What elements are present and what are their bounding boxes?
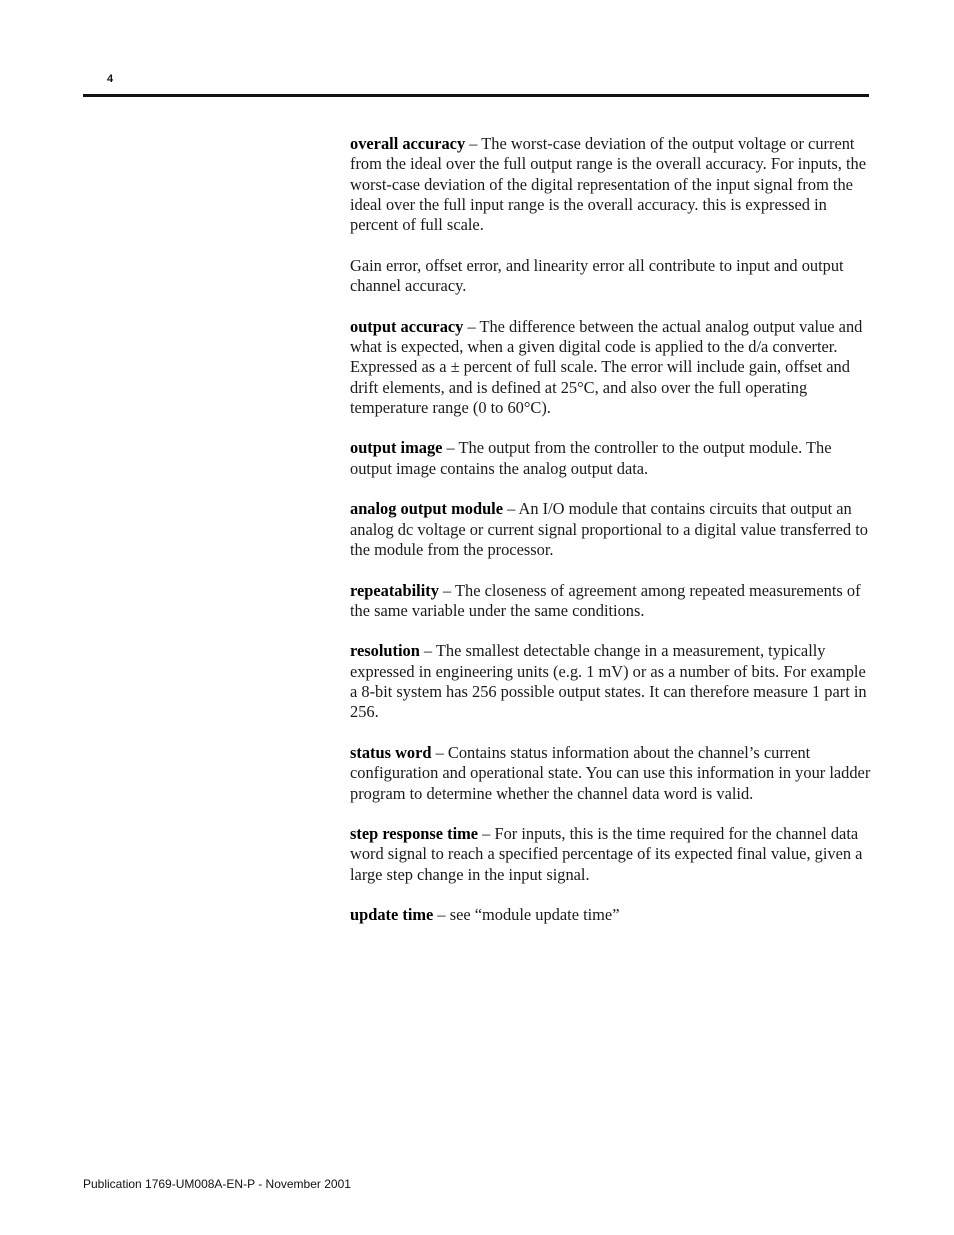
- publication-footer: Publication 1769-UM008A-EN-P - November 2001: [83, 1177, 351, 1191]
- page-number: 4: [107, 73, 114, 85]
- glossary-term: update time: [350, 905, 434, 925]
- glossary-term: repeatability: [350, 580, 439, 600]
- glossary-entry-overall-accuracy: [350, 134, 872, 235]
- glossary-definition: – The closeness of agreement among repeated measurements of the same variable under the same conditions.: [350, 580, 861, 620]
- glossary-note-accuracy: [350, 256, 872, 297]
- glossary-definition: – For inputs, this is the time required for the channel data word signal to reach a specified percentage of its expected final value, given a large step change in the input signal.: [350, 824, 863, 884]
- glossary-term: analog output module: [350, 499, 504, 519]
- glossary-entry-resolution: [350, 641, 872, 722]
- glossary-definition: – The output from the controller to the output module. The output image contains the analog output data.: [350, 438, 832, 478]
- glossary-content: [350, 134, 872, 946]
- glossary-entry-update-time: [350, 905, 872, 925]
- glossary-definition: – The smallest detectable change in a measurement, typically expressed in engineering units (e.g. 1 mV) or as a number of bits. For example a 8-bit system has 256 possible output states. It can therefore measure 1 part in 256.: [350, 641, 867, 722]
- glossary-entry-step-response-time: [350, 824, 872, 885]
- glossary-entry-status-word: [350, 743, 872, 804]
- glossary-entry-output-accuracy: [350, 317, 872, 418]
- glossary-definition: – Contains status information about the channel’s current configuration and operational state. You can use this information in your ladder program to determine whether the channel data word is valid.: [350, 742, 871, 803]
- glossary-entry-output-image: [350, 438, 872, 479]
- glossary-term: resolution: [350, 641, 420, 661]
- glossary-term: step response time: [350, 824, 479, 844]
- glossary-term: output image: [350, 438, 443, 458]
- glossary-term: overall accuracy: [350, 134, 466, 153]
- glossary-term: status word: [350, 742, 432, 762]
- glossary-definition: – The difference between the actual analog output value and what is expected, when a given digital code is applied to the d/a converter. Expressed as a ± percent of full scale. The error will include gain, offset and drift elements, and is defined at 25°C, and also over the full operating temperature range (0 to 60°C).: [350, 316, 863, 417]
- glossary-definition: – An I/O module that contains circuits that output an analog dc voltage or current signal proportional to a digital value transferred to the module from the processor.: [350, 499, 868, 559]
- glossary-term: output accuracy: [350, 316, 464, 336]
- glossary-definition: – see “module update time”: [433, 905, 620, 925]
- glossary-entry-analog-output-module: [350, 499, 872, 560]
- glossary-definition: – The worst-case deviation of the output voltage or current from the ideal over the full output range is the overall accuracy. For inputs, the worst-case deviation of the digital representation of the input signal from the ideal over the full input range is the overall accuracy. this is expressed in percent of full scale.: [350, 134, 866, 235]
- glossary-definition: Gain error, offset error, and linearity error all contribute to input and output channel accuracy.: [350, 255, 844, 296]
- header-rule: [83, 94, 869, 97]
- glossary-entry-repeatability: [350, 581, 872, 622]
